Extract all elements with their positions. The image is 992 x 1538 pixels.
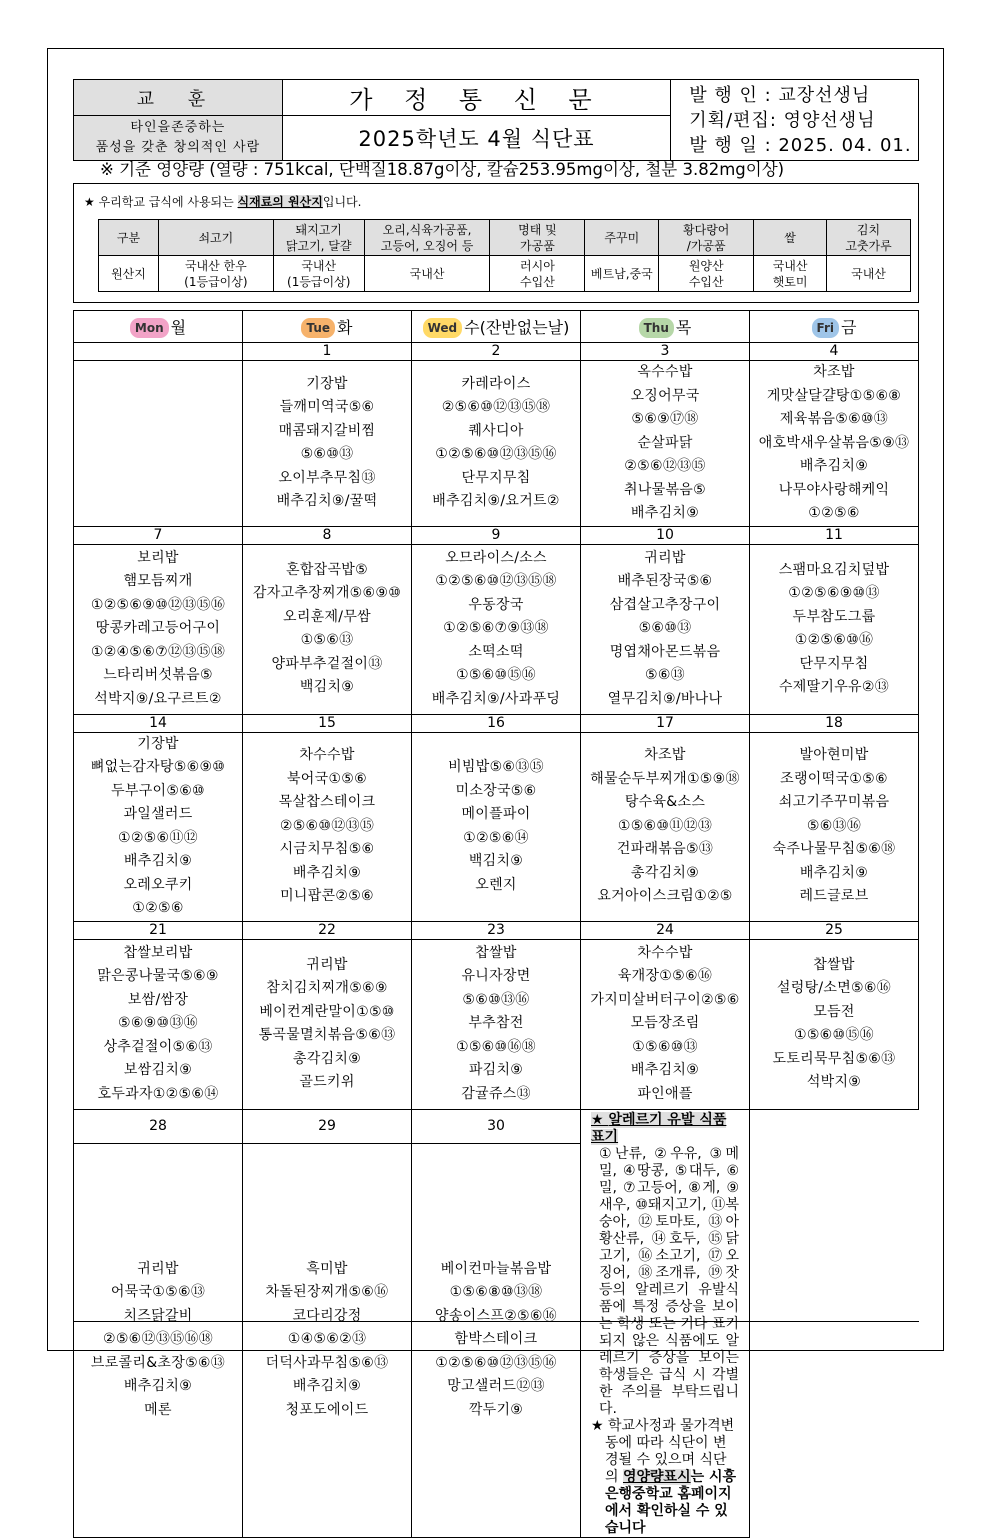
menu-row — [74, 544, 919, 714]
menu-item: 귀리밥 — [137, 1260, 179, 1277]
date-number: 30 — [412, 1109, 581, 1143]
editor: 기획/편집: 영양선생님 — [689, 109, 876, 131]
origin-table — [98, 219, 911, 292]
origin-box — [73, 183, 919, 303]
menu-item: 백김치⑨ — [299, 679, 355, 695]
origin-value-cell — [490, 256, 585, 292]
origin-header-cell — [827, 220, 911, 256]
newsletter-header — [73, 79, 919, 161]
origin-value-line: 러시아 — [520, 258, 555, 273]
menu-item: 모듬전 — [813, 1003, 855, 1020]
menu-item: ①⑤⑥⑩⑪⑫⑬ — [617, 817, 713, 834]
menu-item: ②⑤⑥⑫⑬⑮⑯⑱ — [102, 1331, 214, 1348]
menu-item: 육개장①⑤⑥⑯ — [617, 968, 713, 985]
menu-item: 배추김치⑨ — [799, 864, 869, 881]
menu-item: 취나물볶음⑤ — [624, 481, 706, 498]
menu-calendar — [73, 310, 919, 1538]
menu-item: 파김치⑨ — [468, 1062, 524, 1079]
weekday-badge: Tue — [301, 318, 335, 338]
menu-cell — [74, 1143, 243, 1537]
menu-item: ①②④⑤⑥⑦⑫⑬⑮⑱ — [90, 643, 226, 660]
origin-value-line: 원산지 — [111, 266, 146, 281]
menu-item: ⑤⑥⑩⑬ — [638, 620, 692, 637]
menu-item: 혼합잡곡밥⑤ — [286, 561, 368, 578]
menu-item: 호두과자①②⑤⑥⑭ — [97, 1085, 219, 1102]
origin-intro-bold: 식재료의 원산지 — [237, 195, 323, 209]
menu-item: 총각김치⑨ — [630, 864, 700, 881]
nutrition-standard: ※ 기준 영양량 (열량 : 751kcal, 단백질18.87g이상, 칼슘253.95mg이상, 철분 3.82mg이상) — [100, 160, 785, 179]
weekday-fri — [750, 311, 919, 343]
menu-item: 감귤쥬스⑬ — [461, 1085, 531, 1102]
origin-intro-suffix: 입니다. — [322, 195, 362, 209]
date-number: 17 — [581, 714, 750, 732]
date-number: 22 — [243, 921, 412, 939]
date-number: 1 — [243, 343, 412, 361]
date-number: 18 — [750, 714, 919, 732]
menu-item: ①②⑤⑥⑩⑫⑬⑮⑯ — [435, 1354, 557, 1371]
origin-header-cell — [585, 220, 659, 256]
menu-item: 들깨미역국⑤⑥ — [279, 399, 375, 416]
menu-item: 메이플파이 — [461, 806, 531, 822]
menu-cell — [750, 361, 919, 527]
menu-item: 기장밥 — [137, 735, 179, 752]
origin-value-line: 국내산 — [772, 258, 808, 273]
menu-item: 차수수밥 — [637, 944, 693, 961]
menu-item: 느타리버섯볶음⑤ — [103, 667, 213, 684]
date-number: 11 — [750, 526, 919, 544]
origin-value-line: 국내산 — [851, 266, 886, 281]
menu-item: ①②⑤⑥⑪⑫ — [117, 829, 198, 846]
date-row — [74, 526, 919, 544]
menu-item: 우동장국 — [468, 596, 524, 613]
menu-item: 제육볶음⑤⑥⑩⑬ — [779, 411, 889, 427]
menu-item: 미소장국⑤⑥ — [455, 782, 537, 799]
allergy-title-star: ★ — [591, 1111, 609, 1128]
menu-item: 차조밥 — [813, 364, 855, 380]
date-number: 7 — [74, 526, 243, 544]
menu-item: 애호박새우살볶음⑤⑨⑬ — [758, 434, 910, 451]
publisher: 발 행 인 : 교장선생님 — [689, 84, 871, 106]
origin-header-line: 김치 — [856, 222, 881, 237]
menu-item: 어묵국①⑤⑥⑬ — [110, 1284, 206, 1301]
origin-header-line: 가공품 — [520, 238, 555, 253]
menu-row — [74, 361, 919, 527]
menu-item: 차수수밥 — [299, 747, 355, 764]
menu-item: ①②⑤⑥⑩⑫⑬⑮⑯ — [435, 446, 557, 463]
menu-item: 유니자장면 — [461, 968, 531, 985]
menu-item: 귀리밥 — [644, 549, 686, 566]
menu-item: ⑤⑥⑬ — [644, 667, 685, 684]
menu-cell — [750, 732, 919, 921]
menu-item: 삼겹살고추장구이 — [609, 596, 721, 613]
weekday-tue — [243, 311, 412, 343]
menu-item: 단무지무침 — [799, 655, 869, 672]
date-number: 4 — [750, 343, 919, 361]
menu-item: 석박지⑨ — [806, 1074, 862, 1090]
weekday-badge: Mon — [130, 318, 169, 338]
date-number: 24 — [581, 921, 750, 939]
origin-intro — [84, 193, 361, 210]
menu-item: ②⑤⑥⑩⑫⑬⑮⑱ — [441, 399, 551, 416]
menu-item: 백김치⑨ — [468, 853, 524, 869]
menu-item: ①⑤⑥⑬ — [300, 632, 354, 648]
menu-item: ①④⑤⑥②⑬ — [287, 1331, 367, 1348]
menu-item: 배추김치⑨ — [123, 853, 193, 869]
menu-item: 차조밥 — [644, 747, 686, 764]
date-number: 29 — [243, 1109, 412, 1143]
origin-header-line: 구분 — [116, 230, 141, 245]
menu-item: 햄모듬찌개 — [123, 573, 193, 590]
menu-item: 찹쌀밥 — [475, 944, 517, 961]
menu-item: ①②⑤⑥ — [132, 900, 184, 916]
menu-cell — [243, 732, 412, 921]
menu-item: 맑은콩나물국⑤⑥⑨ — [97, 968, 219, 985]
weekday-label: 목 — [675, 317, 692, 337]
origin-header-line: 고춧가루 — [845, 238, 892, 253]
menu-item: 양송이스프②⑤⑥⑯ — [435, 1307, 557, 1324]
origin-value-line: 원양산 — [688, 258, 724, 273]
origin-header-line: 오리,식육가공품, — [382, 222, 472, 237]
menu-item: 도토리묵무침⑤⑥⑬ — [772, 1050, 896, 1067]
menu-cell — [412, 544, 581, 714]
menu-cell — [581, 544, 750, 714]
origin-value-line: (1등급이상) — [287, 274, 351, 289]
menu-item: 모듬장조림 — [630, 1015, 700, 1032]
publish-date: 발 행 일 : 2025. 04. 01. — [689, 134, 912, 156]
weekday-wed — [412, 311, 581, 343]
allergy-note — [591, 1418, 739, 1537]
menu-item: 시금치무침⑤⑥ — [279, 841, 375, 858]
date-row — [74, 343, 919, 361]
origin-intro-prefix: ★ 우리학교 급식에 사용되는 — [84, 195, 238, 209]
menu-item: ②⑤⑥⑫⑬⑮ — [624, 458, 706, 474]
date-number: 28 — [74, 1109, 243, 1143]
menu-cell — [74, 361, 243, 527]
publication-info — [671, 80, 919, 161]
date-number: 3 — [581, 343, 750, 361]
menu-item: ①②⑤⑥⑦⑨⑬⑱ — [443, 620, 549, 637]
menu-cell — [581, 732, 750, 921]
newsletter-title: 가 정 통 신 문 — [282, 80, 671, 116]
menu-item: 레드글로브 — [799, 888, 869, 905]
menu-item: 상추겉절이⑤⑥⑬ — [103, 1038, 213, 1055]
menu-cell — [74, 732, 243, 921]
origin-value-cell — [827, 256, 911, 292]
weekday-badge: Thu — [639, 318, 674, 338]
origin-value-cell — [273, 256, 364, 292]
menu-item: 나무야사랑해케익 — [778, 481, 890, 498]
menu-item: 미니팝콘②⑤⑥ — [280, 888, 374, 905]
menu-item: 코다리강정 — [292, 1307, 362, 1324]
origin-value-line: 수입산 — [520, 274, 555, 289]
menu-item: 통곡물멸치볶음⑤⑥⑬ — [258, 1027, 396, 1043]
menu-item: 두부구이⑤⑥⑩ — [111, 782, 205, 799]
origin-header-line: 돼지고기 — [295, 222, 342, 237]
menu-item: 열무김치⑨/바나나 — [607, 690, 723, 707]
menu-item: 귀리밥 — [306, 956, 348, 973]
menu-item: 망고샐러드⑫⑬ — [447, 1378, 545, 1395]
menu-item: 브로콜리&초장⑤⑥⑬ — [90, 1354, 226, 1371]
menu-item: ①⑤⑥⑩⑬ — [632, 1038, 698, 1055]
menu-cell — [243, 1143, 412, 1537]
menu-item: 찹쌀밥 — [813, 956, 855, 973]
note-highlight: 영양량표시 — [622, 1468, 691, 1485]
menu-item: ⑤⑥⑬⑯ — [806, 817, 862, 834]
origin-header-line: 고등어, 오징어 등 — [380, 238, 474, 253]
date-row — [74, 714, 919, 732]
menu-item: 게맛살달걀탕①⑤⑥⑧ — [766, 387, 902, 404]
menu-item: 보쌈/쌈장 — [127, 991, 189, 1008]
date-number: 10 — [581, 526, 750, 544]
menu-item: 단무지무침 — [461, 469, 531, 486]
menu-item: 수제딸기우유②⑬ — [778, 679, 890, 695]
menu-item: 흑미밥 — [306, 1260, 348, 1277]
date-row — [74, 921, 919, 939]
origin-value-line: 베트남,중국 — [590, 266, 653, 281]
menu-item: 뼈없는감자탕⑤⑥⑨⑩ — [90, 759, 226, 775]
menu-cell — [412, 732, 581, 921]
weekday-badge: Fri — [812, 318, 839, 338]
menu-item: 참치김치찌개⑤⑥⑨ — [266, 980, 388, 996]
allergy-title-text: 알레르기 유발 식품 표기 — [591, 1111, 727, 1145]
menu-item: ①②⑤⑥⑭ — [463, 829, 529, 846]
menu-item: 조랭이떡국①⑤⑥ — [780, 770, 888, 787]
menu-item: ⑤⑥⑨⑰⑱ — [631, 411, 699, 427]
origin-header-cell — [273, 220, 364, 256]
date-number: 23 — [412, 921, 581, 939]
menu-item: 배추김치⑨ — [630, 505, 700, 521]
menu-cell — [412, 361, 581, 527]
weekday-label: 수(잔반없는날) — [464, 317, 570, 337]
date-number: 21 — [74, 921, 243, 939]
menu-item: 오렌지 — [475, 876, 517, 893]
weekday-thu — [581, 311, 750, 343]
origin-header-line: 황다랑어 — [683, 222, 730, 237]
origin-header-line: 쌀 — [784, 230, 796, 245]
menu-item: ①②⑤⑥⑨⑩⑫⑬⑮⑯ — [90, 596, 226, 613]
date-number — [74, 343, 243, 361]
menu-cell — [581, 361, 750, 527]
menu-item: 청포도에이드 — [285, 1401, 369, 1418]
menu-item: 퀘사디아 — [468, 422, 524, 439]
origin-header-cell — [754, 220, 827, 256]
menu-item: 치즈닭갈비 — [123, 1307, 193, 1324]
menu-item: 가지미살버터구이②⑤⑥ — [590, 991, 740, 1008]
menu-item: 순살파닭 — [637, 434, 693, 451]
menu-cell — [750, 544, 919, 714]
origin-header-line: 명태 및 — [518, 222, 557, 237]
menu-item: 두부참도그룹 — [792, 608, 876, 625]
weekday-label: 월 — [170, 317, 187, 337]
date-number: 2 — [412, 343, 581, 361]
menu-cell — [750, 939, 919, 1109]
menu-item: 베이컨계란말이①⑤⑩ — [259, 1003, 395, 1020]
origin-header-line: 주꾸미 — [604, 230, 640, 245]
origin-value-line: 햇토미 — [772, 274, 808, 289]
date-number: 8 — [243, 526, 412, 544]
menu-item: 오므라이스/소스 — [445, 549, 547, 566]
menu-title: 2025학년도 4월 식단표 — [282, 116, 671, 161]
menu-item: 파인애플 — [637, 1085, 693, 1102]
motto-line-1: 타인을존중하는 — [130, 120, 226, 135]
menu-cell — [412, 939, 581, 1109]
menu-item: 배추김치⑨ — [123, 1378, 193, 1395]
origin-header-cell — [99, 220, 159, 256]
menu-item: 감자고추장찌개⑤⑥⑨⑩ — [252, 585, 402, 601]
menu-item: 배추김치⑨ — [292, 1378, 362, 1395]
origin-value-cell — [158, 256, 273, 292]
date-number: 14 — [74, 714, 243, 732]
origin-header-line: 쇠고기 — [198, 230, 234, 245]
menu-item: 석박지⑨/요구르트② — [94, 690, 222, 707]
menu-item: 부추참전 — [468, 1015, 524, 1032]
menu-item: 소떡소떡 — [468, 643, 524, 660]
origin-value-cell — [585, 256, 659, 292]
menu-item: 총각김치⑨ — [292, 1050, 362, 1067]
menu-item: ②⑤⑥⑩⑫⑬⑮ — [279, 817, 375, 834]
menu-item: 명엽채아몬드볶음 — [609, 643, 721, 660]
menu-item: 해물순두부찌개①⑤⑨⑱ — [590, 770, 740, 787]
allergy-list: ①난류, ②우유, ③메밀, ④땅콩, ⑤대두, ⑥밀, ⑦고등어, ⑧게, ⑨새우, ⑩돼지고기, ⑪복숭아, ⑫토마토, ⑬아황산류, ⑭호두, ⑮닭고기, ⑯소고기, ⑰오징어, ⑱조개류, ⑲잣 등의 알레르기 유발식품에 특정 증상을 보이는 학생 또는 기타 표기되지 않은 식품에도 알레르기 증상을 보이는 학생들은 급식 시 각별한 주의를 부탁드립니다. — [599, 1145, 739, 1417]
menu-item: 발아현미밥 — [799, 747, 869, 764]
weekday-label: 금 — [841, 317, 857, 337]
date-number: 16 — [412, 714, 581, 732]
origin-header-cell — [364, 220, 490, 256]
menu-cell — [74, 544, 243, 714]
menu-item: 베이컨마늘볶음밥 — [440, 1260, 552, 1277]
menu-item: 비빔밥⑤⑥⑬⑮ — [448, 759, 544, 775]
menu-item: 찹쌀보리밥 — [123, 944, 193, 961]
date-number: 25 — [750, 921, 919, 939]
menu-cell — [74, 939, 243, 1109]
menu-item: 배추김치⑨/요거트② — [432, 493, 560, 510]
menu-item: 배추된장국⑤⑥ — [617, 573, 713, 590]
origin-header-cell — [490, 220, 585, 256]
menu-item: 배추김치⑨/사과푸딩 — [431, 690, 561, 707]
allergy-title — [591, 1112, 739, 1146]
bottom-rule — [73, 1321, 919, 1322]
origin-value-line: (1등급이상) — [184, 274, 248, 289]
menu-item: 매콤돼지갈비찜 — [278, 422, 376, 439]
note-suffix: 는 시흥은행중학교 홈페이지에서 확인하실 수 있습니다 — [605, 1468, 737, 1536]
menu-item: ①②⑤⑥⑩⑫⑬⑮⑱ — [435, 573, 557, 590]
menu-item: ①⑤⑥⑩⑮⑯ — [455, 667, 536, 684]
menu-item: 오징어무국 — [630, 387, 700, 404]
menu-item: 건파래볶음⑤⑬ — [616, 841, 714, 858]
motto-text — [74, 116, 283, 161]
origin-value-line: 국내산 — [301, 258, 337, 273]
menu-item: 보쌈김치⑨ — [123, 1062, 193, 1079]
menu-item: ①⑤⑥⑩⑯⑱ — [455, 1038, 536, 1055]
menu-item: 함박스테이크 — [454, 1331, 538, 1348]
menu-item: 깍두기⑨ — [468, 1401, 524, 1418]
origin-value-line: 국내산 한우 — [184, 258, 247, 273]
date-row — [74, 1109, 919, 1143]
menu-item: 차돌된장찌개⑤⑥⑯ — [265, 1284, 389, 1301]
menu-item: 땅콩카레고등어구이 — [95, 620, 221, 637]
menu-item: ①②⑤⑥ — [808, 505, 860, 521]
menu-cell — [243, 361, 412, 527]
date-number: 9 — [412, 526, 581, 544]
menu-item: ①⑤⑥⑩⑮⑯ — [793, 1027, 874, 1043]
menu-item: 배추김치⑨/꿀떡 — [276, 493, 378, 510]
menu-cell — [581, 939, 750, 1109]
origin-value-line: 국내산 — [409, 266, 445, 281]
menu-item: 스팸마요김치덮밥 — [778, 561, 890, 578]
menu-item: 오이부추무침⑬ — [278, 469, 376, 486]
origin-header-line: 닭고기, 달걀 — [285, 238, 352, 253]
menu-item: ⑤⑥⑩⑬⑯ — [462, 991, 530, 1008]
menu-row — [74, 939, 919, 1109]
menu-item: 기장밥 — [306, 375, 348, 392]
menu-item: 과일샐러드 — [123, 806, 193, 822]
menu-item: ①⑤⑥⑧⑩⑬⑱ — [449, 1284, 543, 1301]
menu-item: 카레라이스 — [461, 375, 531, 392]
origin-value-cell — [99, 256, 159, 292]
menu-item: ⑤⑥⑩⑬ — [300, 446, 354, 463]
origin-value-cell — [659, 256, 754, 292]
menu-item: 북어국①⑤⑥ — [286, 770, 368, 787]
menu-item: 배추김치⑨ — [799, 458, 869, 474]
menu-cell — [243, 939, 412, 1109]
origin-value-cell — [364, 256, 490, 292]
origin-value-cell — [754, 256, 827, 292]
menu-row — [74, 732, 919, 921]
menu-item: 메론 — [144, 1401, 172, 1418]
menu-item: 오레오쿠키 — [123, 876, 193, 893]
weekday-header-row — [74, 311, 919, 343]
menu-item: 요거아이스크림①②⑤ — [597, 888, 733, 905]
menu-item: 목살찹스테이크 — [278, 794, 376, 811]
motto-title: 교 훈 — [74, 80, 283, 116]
menu-item: 설렁탕/소면⑤⑥⑯ — [776, 980, 892, 996]
menu-item: 숙주나물무침⑤⑥⑱ — [772, 841, 896, 858]
menu-cell — [412, 1143, 581, 1537]
menu-item: ①②⑤⑥⑩⑯ — [794, 632, 874, 648]
menu-item: 배추김치⑨ — [630, 1062, 700, 1079]
menu-item: 배추김치⑨ — [292, 864, 362, 881]
weekday-badge: Wed — [423, 318, 463, 338]
menu-row — [74, 1143, 919, 1537]
origin-header-cell — [158, 220, 273, 256]
motto-line-2: 품성을 갖춘 창의적인 사람 — [95, 140, 261, 155]
menu-item: 쇠고기주꾸미볶음 — [778, 794, 890, 811]
weekday-label: 화 — [337, 317, 353, 337]
menu-item: 오리훈제/무쌈 — [283, 608, 371, 625]
menu-item: ⑤⑥⑨⑩⑬⑯ — [117, 1015, 198, 1032]
menu-item: 탕수육&소스 — [624, 794, 706, 811]
menu-item: 옥수수밥 — [637, 364, 693, 380]
origin-header-cell — [659, 220, 754, 256]
date-number: 15 — [243, 714, 412, 732]
menu-item: 양파부추겉절이⑬ — [271, 655, 383, 672]
menu-item: 골드키위 — [299, 1074, 355, 1090]
menu-cell — [243, 544, 412, 714]
menu-item: ①②⑤⑥⑨⑩⑬ — [788, 585, 880, 601]
menu-item: 더덕사과무침⑤⑥⑬ — [265, 1354, 389, 1371]
allergy-notice — [581, 1109, 750, 1537]
origin-value-line: 수입산 — [688, 274, 724, 289]
origin-header-line: /가공품 — [686, 238, 726, 253]
weekday-mon — [74, 311, 243, 343]
menu-item: 보리밥 — [137, 549, 179, 566]
note-prefix: ★ 학교사정과 물가격변동에 따라 식단이 변경될 수 있으며 식단의 — [591, 1417, 735, 1485]
